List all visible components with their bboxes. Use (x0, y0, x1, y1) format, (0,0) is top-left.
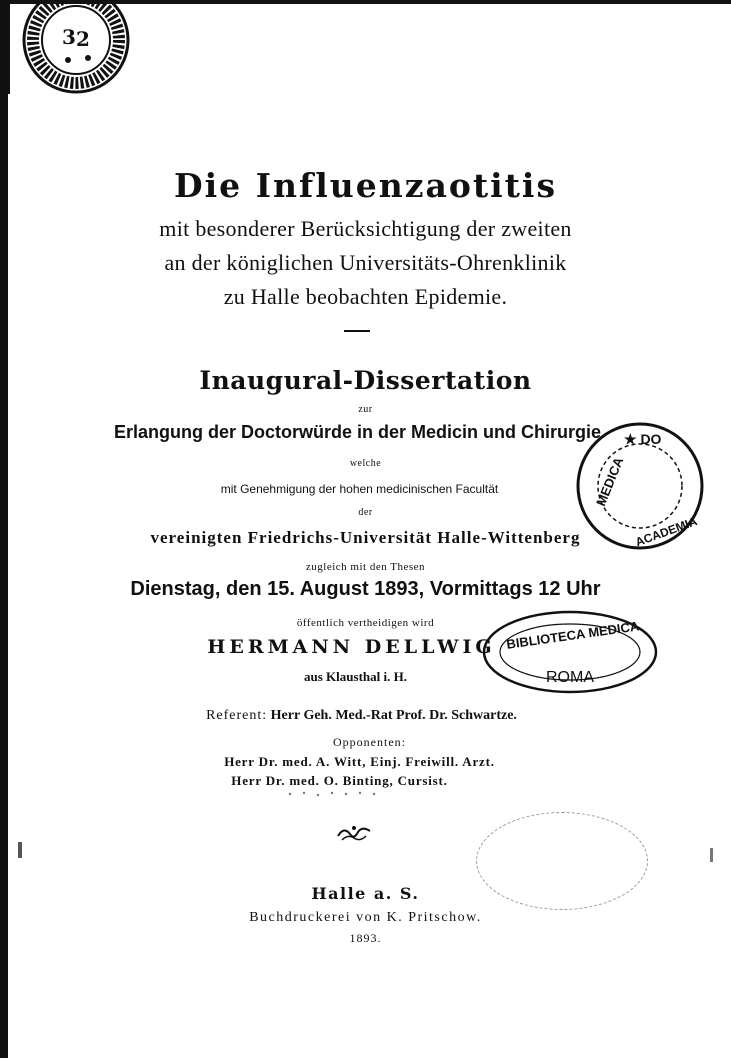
svg-text:3: 3 (62, 25, 76, 49)
printer-ornament (336, 822, 372, 844)
printer-line: Buchdruckerei von K. Pritschow. (249, 910, 482, 925)
subtitle-line-2: an der königlichen Universitäts-Ohrenklinik (164, 250, 567, 275)
author-origin: aus Klausthal i. H. (304, 669, 407, 684)
publication-year: 1893. (349, 931, 382, 945)
document-title: Die Influenzaotitis (173, 166, 558, 205)
opponent-1: Herr Dr. med. A. Witt, Einj. Freiwill. Arzt. (224, 754, 495, 769)
subtitle-line-3: zu Halle beobachten Epidemie. (223, 284, 508, 309)
academy-stamp-right (564, 414, 710, 556)
opponent-2: Herr Dr. med. O. Binting, Cursist. (231, 773, 448, 788)
degree-line: Erlangung der Doctorwürde in der Medicin und Chirurgie (113, 422, 602, 442)
welche-text: welche (349, 458, 382, 469)
svg-text:2: 2 (76, 27, 90, 51)
faculty-approval-line: mit Genehmigung der hohen medicinischen Facultät (220, 482, 499, 496)
theses-line: zugleich mit den Thesen (305, 561, 426, 573)
referent-line (0, 708, 727, 724)
referent-name: Herr Geh. Med.-Rat Prof. Dr. Schwartze. (270, 708, 517, 723)
scan-speck-right (710, 848, 713, 862)
library-stamp-top-left (10, 0, 140, 96)
stamp-mid-bottom-text: ROMA (546, 669, 594, 686)
library-stamp-roma (478, 606, 662, 698)
dissertation-heading: Inaugural-Dissertation (199, 366, 532, 395)
referent-label: Referent: (206, 708, 268, 723)
zur-text: zur (358, 404, 373, 415)
title-divider (344, 330, 370, 332)
der-text: der (358, 507, 373, 518)
opponents-heading: Opponenten: (333, 735, 406, 749)
scan-speck-left (18, 842, 22, 858)
place-of-publication: Halle a. S. (311, 884, 420, 903)
stamp-right-bottom-text: ACADEMIA (633, 514, 700, 550)
stamp-right-left-text: MEDICA (593, 455, 627, 509)
stamp-mid-top-text: BIBLIOTECA MEDICA (505, 618, 641, 652)
author-name: HERMANN DELLWIG (207, 636, 496, 658)
university-line: vereinigten Friedrichs-Universität Halle-Wittenberg (150, 528, 581, 547)
subtitle-line-1: mit besonderer Berücksichtigung der zweiten (159, 216, 572, 241)
faint-dots (286, 788, 382, 798)
stamp-right-top-text: ★ DO (624, 431, 662, 447)
defense-date-line: Dienstag, den 15. August 1893, Vormittags 12 Uhr (130, 578, 601, 600)
scan-border-corner (0, 0, 10, 94)
public-defense-line: öffentlich vertheidigen wird (296, 617, 435, 629)
